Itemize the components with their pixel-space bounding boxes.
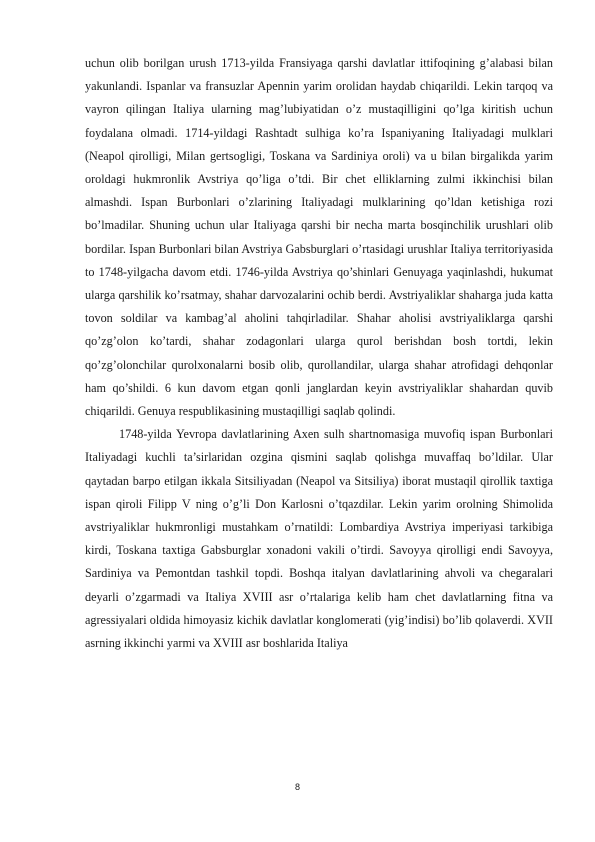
body-text (85, 52, 553, 655)
paragraph-continuation: uchun olib borilgan urush 1713-yilda Fransiyaga qarshi davlatlar ittifoqining g’alabasi bilan yakunlandi. Ispanlar va fransuzlar Apennin yarim orolidan haydab chiqarildi. Lekin tarqoq va vayron qilingan Italiya ularning mag’lubiyatidan o’z mustaqilligini qo’lga kiritish uchun foydalana olmadi. 1714-yildagi Rashtadt sulhiga ko’ra Ispaniyaning Italiyadagi mulklari (Neapol qirolligi, Milan gertsogligi, Toskana va Sardiniya oroli) va u bilan birgalikda yarim oroldagi hukmronlik Avstriya qo’liga o’tdi. Bir chet elliklarning zulmi ikkinchisi bilan almashdi. Ispan Burbonlari o’zlarining Italiyadagi mulklarining qo’ldan ketishiga rozi bo’lmadilar. Shuning uchun ular Italiyaga qarshi bir necha marta bosqinchilik urushlari olib bordilar. Ispan Burbonlari bilan Avstriya Gabsburglari o’rtasidagi urushlar Italiya territoriyasida to 1748-yilgacha davom etdi. 1746-yilda Avstriya qo’shinlari Genuyaga yaqinlashdi, hukumat ularga qarshilik ko’rsatmay, shahar darvozalarini ochib berdi. Avstriyaliklar shaharga juda katta tovon soldilar va kambag’al aholini tahqirladilar. Shahar aholisi avstriyaliklarga qarshi qo’zg’olon ko’tardi, shahar zodagonlari ularga qurol berishdan bosh tortdi, lekin qo’zg’olonchilar qurolxonalarni bosib olib, qurollandilar, ularga shahar atrofidagi dehqonlar ham qo’shildi. 6 kun davom etgan qonli janglardan keyin avstriyaliklar shahardan quvib chiqarildi. Genuya respublikasining mustaqilligi saqlab qolindi. (85, 56, 553, 419)
page-number: 8 (294, 782, 300, 792)
paragraph-axen-treaty: 1748-yilda Yevropa davlatlarining Axen sulh shartnomasiga muvofiq ispan Burbonlari Italiyadagi kuchli ta’sirlaridan ozgina qismini saqlab qolishga muvaffaq bo’ldilar. Ular qaytadan barpo etilgan ikkala Sitsiliyadan (Neapol va Sitsiliya) iborat mustaqil qirollik taxtiga ispan qiroli Filipp V ning o’g’li Don Karlosni o’tqazdilar. Lekin yarim orolning Shimolida avstriyaliklar hukmronligi mustahkam o’rnatildi: Lombardiya Avstriya imperiyasi tarkibiga kirdi, Toskana taxtiga Gabsburglar xonadoni vakili o’tirdi. Savoyya qirolligi endi Savoyya, Sardiniya va Pemontdan tashkil topdi. Boshqa italyan davlatlarining ahvoli va chegaralari deyarli o’zgarmadi va Italiya XVIII asr o’rtalariga kelib ham chet davlatlarning fitna va agressiyalari oldida himoyasiz kichik davlatlar konglomerati (yig’indisi) bo’lib qolaverdi. XVII asrning ikkinchi yarmi va XVIII asr boshlarida Italiya (85, 427, 553, 651)
